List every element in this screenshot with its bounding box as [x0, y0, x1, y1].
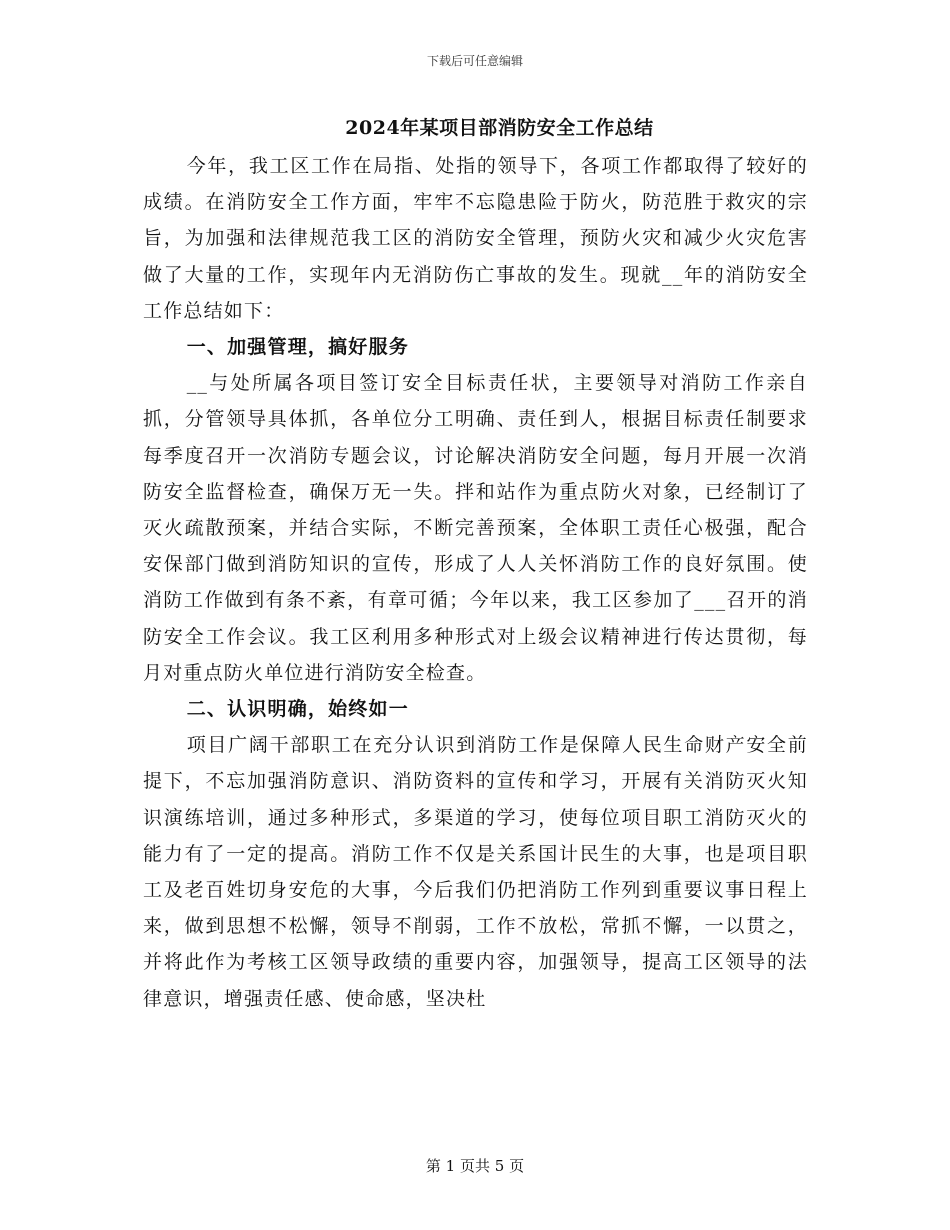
- document-title: 2024年某项目部消防安全工作总结: [345, 117, 654, 139]
- section-body-2: 项目广阔干部职工在充分认识到消防工作是保障人民生命财产安全前提下，不忘加强消防意识、消防资料的宣传和学习，开展有关消防灭火知识演练培训，通过多种形式，多渠道的学习，使每位项目职工消防灭火的能力有了一定的提高。消防工作不仅是关系国计民生的大事，也是项目职工及老百姓切身安危的大事，今后我们仍把消防工作列到重要议事日程上来，做到思想不松懈，领导不削弱，工作不放松，常抓不懈，一以贯之，并将此作为考核工区领导政绩的重要内容，加强领导，提高工区领导的法律意识，增强责任感、使命感，坚决杜: [143, 734, 808, 1010]
- page-header: 下载后可任意编辑: [426, 54, 523, 68]
- section-heading-1: 一、加强管理，搞好服务: [186, 336, 409, 359]
- page-number: 第 1 页共 5 页: [425, 1157, 525, 1175]
- section-body-1: __与处所属各项目签订安全目标责任状，主要领导对消防工作亲自抓，分管领导具体抓，各单位分工明确、责任到人，根据目标责任制要求每季度召开一次消防专题会议，讨论解决消防安全问题，每月开展一次消防安全监督检查，确保万无一失。拌和站作为重点防火对象，已经制订了灭火疏散预案，并结合实际，不断完善预案，全体职工责任心极强，配合安保部门做到消防知识的宣传，形成了人人关怀消防工作的良好氛围。使消防工作做到有条不紊，有章可循；今年以来，我工区参加了___召开的消防安全工作会议。我工区利用多种形式对上级会议精神进行传达贯彻，每月对重点防火单位进行消防安全检查。: [143, 372, 808, 684]
- section-heading-2: 二、认识明确，始终如一: [186, 698, 409, 721]
- document-body: [143, 112, 808, 1017]
- intro-paragraph: 今年，我工区工作在局指、处指的领导下，各项工作都取得了较好的成绩。在消防安全工作方面，牢牢不忘隐患险于防火，防范胜于救灾的宗旨，为加强和法律规范我工区的消防安全管理，预防火灾和减少火灾危害做了大量的工作，实现年内无消防伤亡事故的发生。现就__年的消防安全工作总结如下：: [143, 155, 808, 322]
